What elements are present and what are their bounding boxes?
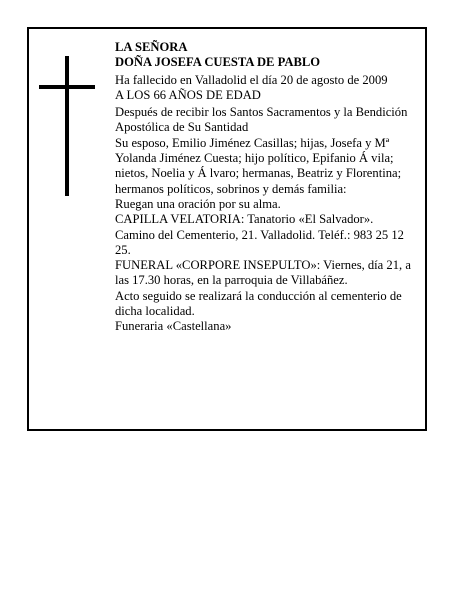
notice-title: LA SEÑORA [115,40,188,54]
cross-icon-horizontal [39,85,95,89]
funeral-home-text: Funeraria «Castellana» [115,319,232,334]
funeral-text: FUNERAL «CORPORE INSEPULTO»: Viernes, día 21, a las 17.30 horas, en la parroquia de Villabáñez. [115,258,411,288]
deceased-name: DOÑA JOSEFA CUESTA DE PABLO [115,55,321,70]
obituary-text [115,40,415,335]
procession-text: Acto seguido se realizará la conducción al cementerio de dicha localidad. [115,288,402,319]
chapel-text: CAPILLA VELATORIA: Tanatorio «El Salvador». Camino del Cementerio, 21. Valladolid. Teléf.: 983 25 12 25. [115,212,404,257]
age-line: A LOS 66 AÑOS DE EDAD [115,87,261,102]
cross-icon-vertical [65,56,69,196]
death-line: Ha fallecido en Valladolid el día 20 de agosto de 2009 [115,72,388,87]
sacraments-text: Después de recibir los Santos Sacramentos y la Bendición Apostólica de Su Santidad [115,105,408,135]
family-text: Su esposo, Emilio Jiménez Casillas; hijas, Josefa y Mª Yolanda Jiménez Cuesta; hijo político, Epifanio Á vila; nietos, Noelia y Á lvaro; hermanas, Beatriz y Florentina; hermanos políticos, sobrinos y demás familia: [115,135,402,196]
prayer-text: Ruegan una oración por su alma. [115,196,281,211]
